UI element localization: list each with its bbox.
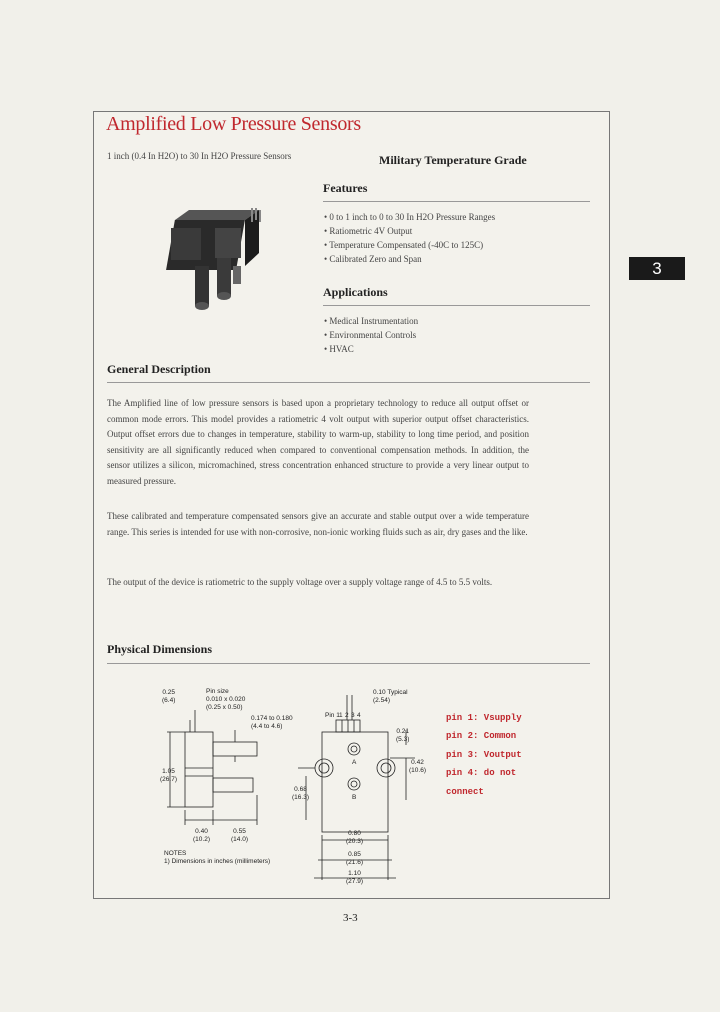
dim-105: 1.05 (26.7) xyxy=(160,768,177,783)
pin-number: 3 xyxy=(351,712,355,719)
port-a-label: A xyxy=(352,759,357,766)
description-paragraph: The output of the device is ratiometric to the supply voltage over a supply voltage range of 4.5 to 5.5 volts. xyxy=(107,577,493,587)
page-title: Amplified Low Pressure Sensors xyxy=(106,113,361,135)
typical-spacing-label: 0.10 Typical (2.54) xyxy=(373,689,408,704)
features-rule xyxy=(323,201,590,202)
application-item: • Environmental Controls xyxy=(324,330,417,340)
dim-021: 0.21 (5.3) xyxy=(396,728,410,743)
description-paragraph: These calibrated and temperature compensated sensors give an accurate and stable output over a wide temperature range. This series is intended for use with non-corrosive, non-ionic working fluids such as air, dry gases and the like. xyxy=(107,511,529,537)
feature-item: • Calibrated Zero and Span xyxy=(324,254,422,264)
dim-080: 0.80 (20.3) xyxy=(346,830,363,845)
description-heading: General Description xyxy=(107,362,211,376)
description-rule xyxy=(107,382,590,383)
notes-label: NOTES 1) Dimensions in inches (millimeters) xyxy=(164,850,271,865)
feature-item: • Temperature Compensated (-40C to 125C) xyxy=(324,240,484,250)
pin-number: 2 xyxy=(345,712,349,719)
page-number: 3-3 xyxy=(343,912,358,924)
application-item: • HVAC xyxy=(324,344,354,354)
sensor-photo xyxy=(155,208,265,318)
section-tab: 3 xyxy=(629,257,685,280)
dim-110: 1.10 (27.9) xyxy=(346,870,363,885)
dim-085: 0.85 (21.6) xyxy=(346,851,363,866)
pin-legend-item: pin 1: Vsupply xyxy=(446,713,522,723)
applications-heading: Applications xyxy=(323,285,388,299)
description-paragraph: The Amplified line of low pressure sensors is based upon a proprietary technology to reduce all output offset or common mode errors. This model provides a ratiometric 4 volt output with superior output offset characteristics. Output offset errors due to changes in temperature, stability to warm-up, stability to long time period, and position sensitivity are all significantly reduced when compared to conventional compensation methods. In addition, the sensor utilizes a silicon, micromachined, stress concentration enhanced structure to provide a very linear output to measured pressure. xyxy=(107,398,529,486)
port-b-label: B xyxy=(352,794,357,801)
tube-dim-label: 0.174 to 0.180 (4.4 to 4.6) xyxy=(251,715,293,730)
dim-055: 0.55 (14.0) xyxy=(231,828,248,843)
pin-legend-item: pin 2: Common xyxy=(446,731,517,741)
dim-025: 0.25 (6.4) xyxy=(162,689,176,704)
pin-legend-item: pin 3: Voutput xyxy=(446,750,522,760)
grade-label: Military Temperature Grade xyxy=(379,153,527,167)
dim-068: 0.68 (16.3) xyxy=(292,786,309,801)
pin-legend-item: pin 4: do not xyxy=(446,768,517,778)
pin1-label: Pin 1 xyxy=(325,712,340,719)
dim-040: 0.40 (10.2) xyxy=(193,828,210,843)
dim-042: 0.42 (10.6) xyxy=(409,759,426,774)
pin-legend-item: connect xyxy=(446,787,484,797)
application-item: • Medical Instrumentation xyxy=(324,316,419,326)
feature-item: • 0 to 1 inch to 0 to 30 In H2O Pressure Ranges xyxy=(324,212,496,222)
feature-item: • Ratiometric 4V Output xyxy=(324,226,413,236)
features-heading: Features xyxy=(323,181,368,195)
pin-number: 4 xyxy=(357,712,361,719)
dimensions-heading: Physical Dimensions xyxy=(107,642,213,656)
pin-size-label: Pin size 0.010 x 0.020 (0.25 x 0.50) xyxy=(206,688,246,711)
applications-rule xyxy=(323,305,590,306)
dimensions-rule xyxy=(107,663,590,664)
pin-number: 1 xyxy=(339,712,343,719)
page-subtitle: 1 inch (0.4 In H2O) to 30 In H2O Pressure Sensors xyxy=(107,151,292,161)
